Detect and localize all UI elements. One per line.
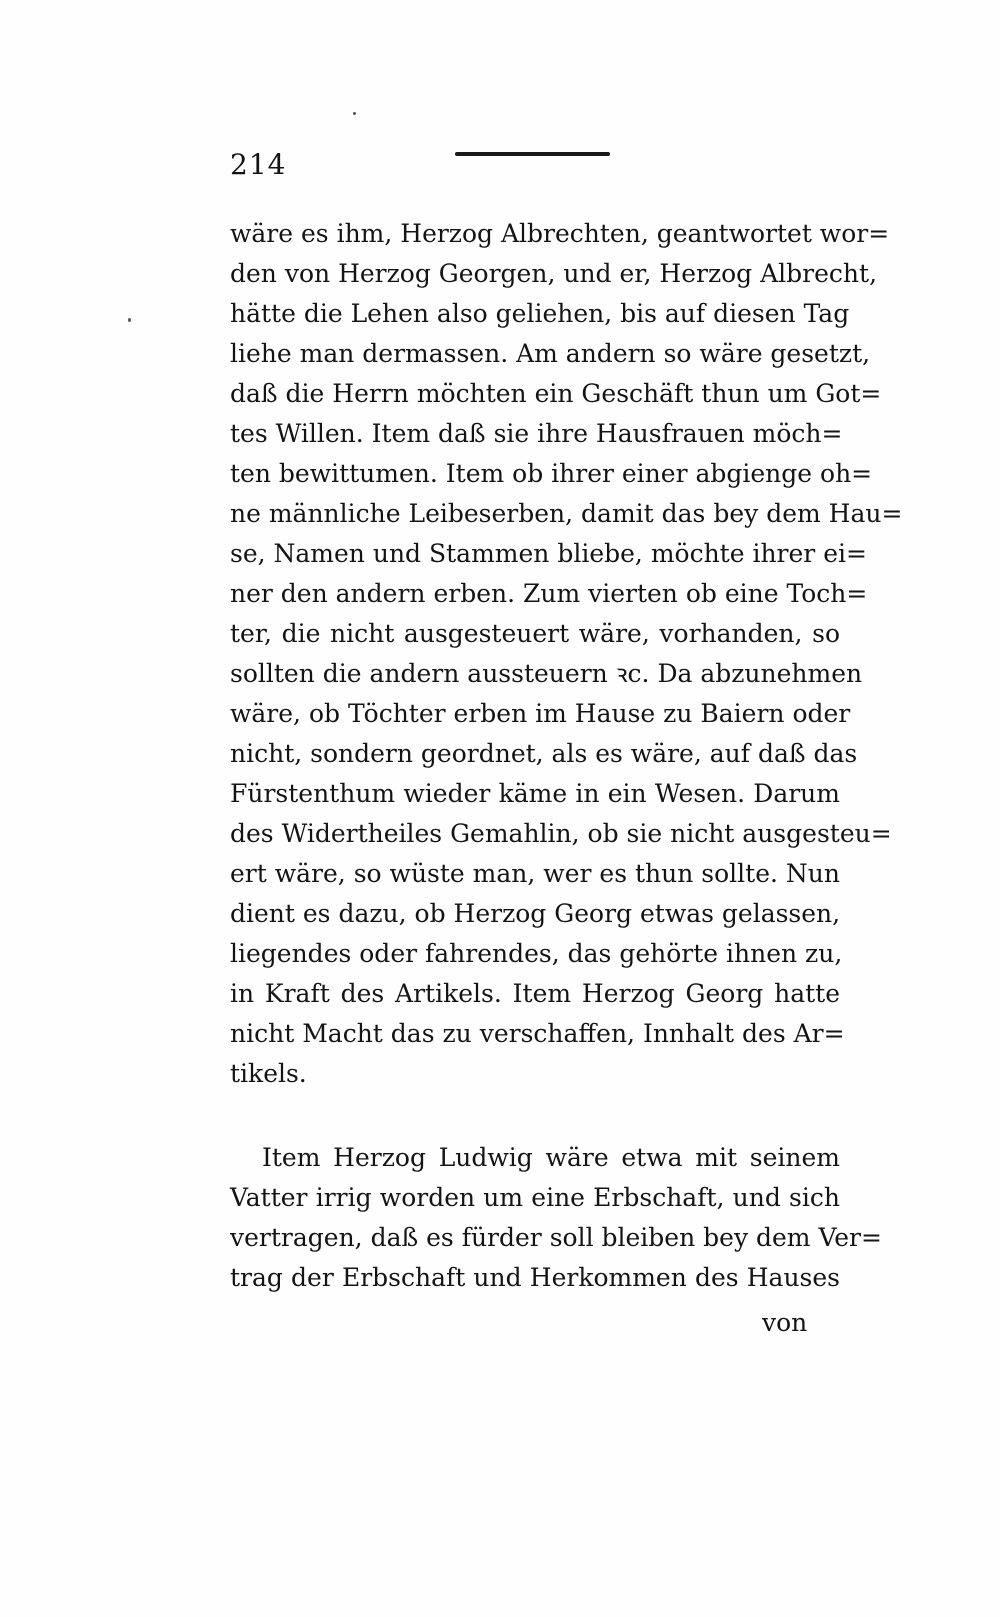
text-line: liegendes oder fahrendes, das gehörte ihnen zu, <box>230 939 843 968</box>
text-line: se, Namen und Stammen bliebe, möchte ihrer ei= <box>230 539 867 568</box>
catchword: von <box>762 1308 808 1337</box>
text-line: daß die Herrn möchten ein Geschäft thun um Got= <box>230 379 882 408</box>
text-line: in Kraft des Artikels. Item Herzog Georg hatte <box>230 979 840 1008</box>
text-line: tes Willen. Item daß sie ihre Hausfrauen möch= <box>230 419 843 448</box>
text-line: nicht, sondern geordnet, als es wäre, auf daß das <box>230 739 858 768</box>
text-line: ten bewittumen. Item ob ihrer einer abgienge oh= <box>230 459 873 488</box>
text-line: trag der Erbschaft und Herkommen des Hauses <box>230 1263 840 1292</box>
text-line: ert wäre, so wüste man, wer es thun sollte. Nun <box>230 859 840 888</box>
text-line: wäre, ob Töchter erben im Hause zu Baiern oder <box>230 699 851 728</box>
text-line: ner den andern erben. Zum vierten ob eine Toch= <box>230 579 868 608</box>
text-line: des Widertheiles Gemahlin, ob sie nicht ausgesteu= <box>230 819 892 848</box>
text-line: hätte die Lehen also geliehen, bis auf diesen Tag <box>230 299 850 328</box>
text-line: den von Herzog Georgen, und er, Herzog Albrecht, <box>230 259 878 288</box>
paragraph-2 <box>230 1138 882 1298</box>
text-line: Vatter irrig worden um eine Erbschaft, und sich <box>230 1183 840 1212</box>
text-line: vertragen, daß es fürder soll bleiben bey dem Ver= <box>230 1223 882 1252</box>
text-line: dient es dazu, ob Herzog Georg etwas gelassen, <box>230 899 841 928</box>
text-line: tikels. <box>230 1059 307 1088</box>
ink-speck <box>128 318 131 322</box>
text-line: wäre es ihm, Herzog Albrechten, geantwortet wor= <box>230 219 890 248</box>
page-number: 214 <box>230 148 287 181</box>
ink-speck <box>353 112 356 115</box>
text-line: sollten die andern aussteuern ꝛc. Da abzunehmen <box>230 659 863 688</box>
header-rule <box>455 152 610 156</box>
text-line: Item Herzog Ludwig wäre etwa mit seinem <box>262 1143 840 1172</box>
text-line: liehe man dermassen. Am andern so wäre gesetzt, <box>230 339 871 368</box>
text-line: ne männliche Leibeserben, damit das bey dem Hau= <box>230 499 903 528</box>
text-line: Fürstenthum wieder käme in ein Wesen. Darum <box>230 779 840 808</box>
text-line: ter, die nicht ausgesteuert wäre, vorhanden, so <box>230 619 840 648</box>
paragraph-1 <box>230 214 903 1094</box>
text-line: nicht Macht das zu verschaffen, Innhalt des Ar= <box>230 1019 845 1048</box>
